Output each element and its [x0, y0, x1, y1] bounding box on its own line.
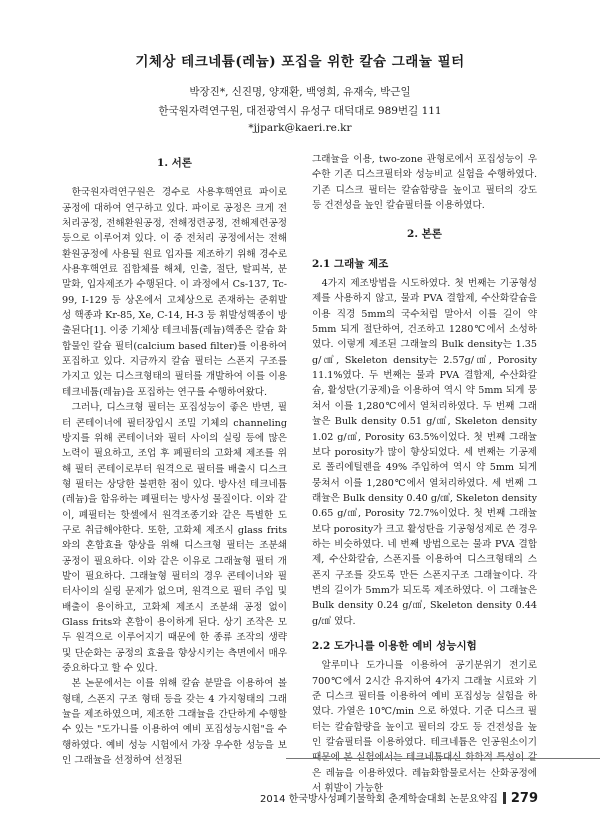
- page-number: 279: [510, 791, 538, 806]
- footer-separator: [503, 792, 506, 804]
- author-list: 박장진*, 신진명, 양재환, 백영희, 유재숙, 박근일: [189, 86, 411, 98]
- section-1-title: 1. 서론: [157, 157, 192, 169]
- footer-rule: [286, 758, 600, 767]
- paper-header: [0, 50, 600, 134]
- corresponding-email: *jjpark@kaeri.re.kr: [248, 122, 352, 134]
- intro-continuation: 그래뉼을 이용, two-zone 관형로에서 포집성능이 우수한 기존 디스크필터와 성능비교 실험을 수행하였다. 기존 디스크 필터는 칼슘함량을 높이고 필터의 강도 등 건전성을 높인 칼슘필터를 이용하였다.: [312, 154, 537, 212]
- intro-paragraph-1: 한국원자력연구원은 경수로 사용후핵연료 파이로 공정에 대하여 연구하고 있다. 파이로 공정은 크게 전처리공정, 전해환원공정, 전해정련공정, 전해제련공정 등으로 이루어져 있다. 이 중 전처리 공정에서는 전해환원공정에 사용될 원료 입자를 제조하기 위해 경수로 사용후핵연료 집합체를 해체, 인출, 절단, 탈피복, 분말화, 입자제조가 수행된다. 이 과정에서 Cs-137, Tc-99, I-129 등 상온에서 고체상으로 존재하는 준휘발성 핵종과 Kr-85, Xe, C-14, H-3 등 휘발성핵종이 방출된다[1]. 이중 기체상 테크네튬(레늄)핵종은 칼슘 화합물인 칼슘 필터(calcium based filter)를 이용하여 포집하고 있다. 지금까지 칼슘 필터는 스폰지 구조를 가지고 있는 디스크형태의 필터를 개발하여 이를 이용 테크네튬(레늄)을 포집하는 연구를 수행하여왔다.: [62, 187, 287, 398]
- crucible-test-paragraph: 알루미나 도가니를 이용하여 공기분위기 전기로 700℃에서 2시간 유지하여 4가지 그래뉼 시료와 기준 디스크 필터를 이용하여 예비 포집성능 실험을 하였다. 가열은 10℃/min 으로 하였다. 기준 디스크 필터는 칼슘함량을 높이고 필터의 강도 등 건전성을 높인 칼슘필터를 이용하였다. 테크네튬은 인공원소이기 때문에 본 실험에서는 테크네튬대신 화학적 특성이 같은 레늄을 이용하였다. 레늄화합물로서는 산화공정에서 휘발이 가능한: [312, 660, 537, 795]
- subsection-2-1-title: 2.1 그래뉼 제조: [312, 257, 389, 270]
- section-2-title: 2. 본론: [407, 228, 442, 241]
- intro-paragraph-3: 본 논문에서는 이를 위해 칼슘 분말을 이용하여 볼 형태, 스폰지 구조 형태 등을 갖는 4 가지형태의 그래뉼을 제조하였으며, 제조한 그래뉼을 간단하게 수행할 수 있는 "도가니를 이용하여 예비 포집성능시험"을 수행하였다. 예비 성능 시험에서 가장 우수한 성능을 보인 그래뉼을 선정하여 선정된: [62, 678, 287, 767]
- intro-paragraph-2: 그러나, 디스크형 필터는 포집성능이 좋은 반면, 필터 콘테이너에 필터장입시 조밀 기체의 channeling 방지를 위해 콘테이너와 필터 사이의 실링 등에 많은 노력이 필요하고, 조업 후 폐필터의 고화체 제조를 위해 필터 콘테이로부터 원격으로 필터를 배출시 디스크형 필터는 상당한 불편한 점이 있다. 방사선 테크네튬(레늄)을 함유하는 폐필터는 방사성 물질이다. 이와 같이, 폐필터는 핫셀에서 원격조종기와 같은 특별한 도구로 취급해야한다. 또한, 고화체 제조시 glass frits와의 혼합효율 향상을 위해 디스크형 필터는 조분쇄 공정이 필요하다. 이와 같은 이유로 그래뉼형 필터 개발이 필요하다. 그래뉼형 필터의 경우 콘테이너와 필터사이의 실링 문제가 없으며, 원격으로 필터 주입 및 배출이 용이하고, 고화체 제조시 조분쇄 공정 없이 Glass frits와 혼합이 용이하게 된다. 상기 조작은 모두 원격으로 이루어지기 때문에 한 종류 조작의 생략 및 단순화는 공정의 효율을 향상시키는 측면에서 매우 중요하다고 할 수 있다.: [62, 402, 287, 674]
- right-column: [312, 152, 537, 796]
- subsection-2-2-title: 2.2 도가니를 이용한 예비 성능시험: [312, 639, 477, 652]
- page-footer: [260, 790, 538, 806]
- paper-title: 기체상 테크네튬(레늄) 포집을 위한 칼슘 그래뉼 필터: [135, 54, 465, 70]
- conference-name: 2014 한국방사성폐기물학회 춘계학술대회 논문요약집: [260, 794, 498, 805]
- granule-paragraph: 4가지 제조방법을 시도하였다. 첫 번째는 기공형성제를 사용하지 않고, 물과 PVA 결합제, 수산화칼슘을 이용 직경 5mm의 국수처럼 말아서 이를 길이 약 5mm 되게 절단하여, 건조하고 1280℃에서 소성하였다. 이렇게 제조된 그래뉼의 Bulk density는 1.35 g/㎤, Skeleton density는 2.57g/㎤, Porosity 11.1%였다. 두 번째는 물과 PVA 결합제, 수산화칼슘, 활성탄(기공제)을 이용하여 역시 약 5mm 되게 뭉쳐서 이를 1,280℃에서 열처리하였다. 두 번째 그래뉼은 Bulk density 0.51 g/㎤, Skeleton density 1.02 g/㎤, Porosity 63.5%이었다. 첫 번째 그래뉼보다 porosity가 많이 향상되었다. 세 번째는 기공제로 폴리에틸렌을 49% 주입하여 역시 약 5mm 되게 뭉쳐서 이를 1,280℃에서 열처리하였다. 세 번째 그래뉼은 Bulk density 0.40 g/㎤, Skeleton density 0.65 g/㎤, Porosity 72.7%이었다. 첫 번째 그래뉼보다 porosity가 크고 활성탄을 기공형성제로 쓴 경우하는 비슷하였다. 네 번째 방법으로는 물과 PVA 결합제, 수산화칼슘, 스폰지를 이용하여 디스크형태의 스폰지 구조를 갖도록 만든 스폰지구조 그래뉼이다. 각 변의 길이가 5mm가 되도록 제조하였다. 이 그래뉼은 Bulk density 0.24 g/㎤, Skeleton density 0.44 g/㎤ 였다.: [312, 278, 537, 627]
- left-column: [62, 152, 287, 768]
- affiliation: 한국원자력연구원, 대전광역시 유성구 대덕대로 989번길 111: [158, 105, 442, 117]
